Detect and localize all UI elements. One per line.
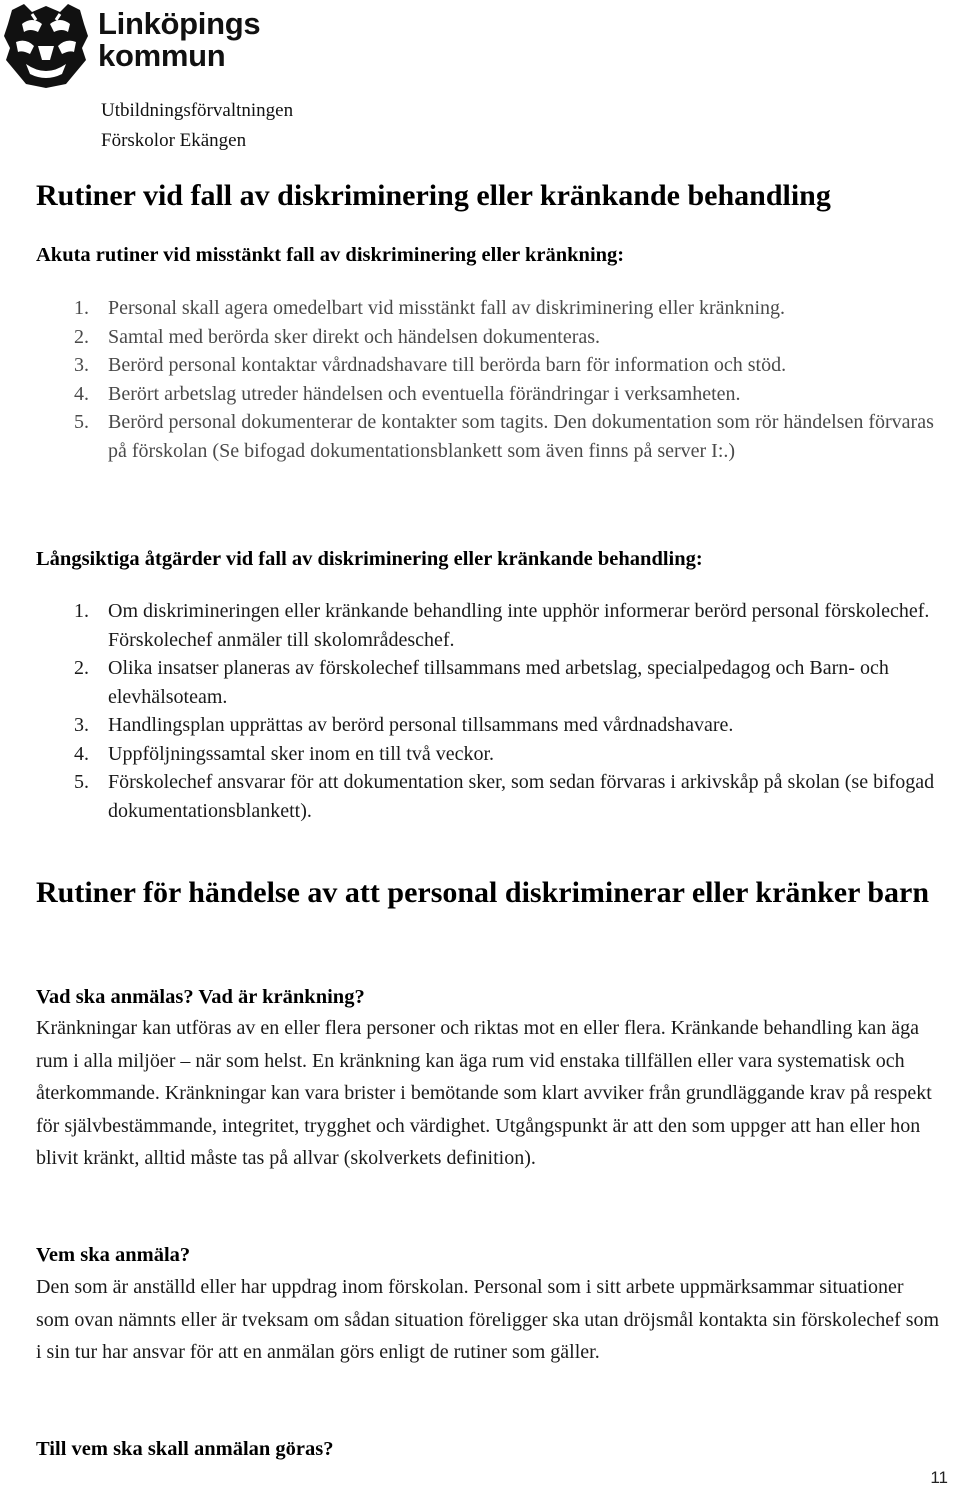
list-item: 4. Berört arbetslag utreder händelsen och eventuella förändringar i verksamheten. xyxy=(74,382,741,405)
list-item: 4. Uppföljningssamtal sker inom en till två veckor. xyxy=(74,742,495,765)
question-who-text: Den som är anställd eller har uppdrag inom förskolan. Personal som i sitt arbete uppmärksammar situationer som ovan nämnts eller är tveksam om sådan situation föreligger ska utan dröjsmål kontakta sin förskolechef som i sin tur har ansvar för att en anmälan görs enligt de rutiner som gäller. xyxy=(36,1276,940,1363)
acute-routines-list xyxy=(36,294,941,465)
acute-routines-heading: Akuta rutiner vid misstänkt fall av diskriminering eller kränkning: xyxy=(36,244,625,266)
list-item: 3. Handlingsplan upprättas av berörd personal tillsammans med vårdnadshavare. xyxy=(74,714,734,736)
question-who-heading: Vem ska anmäla? xyxy=(36,1244,191,1266)
org-department: Utbildningsförvaltningen xyxy=(101,100,294,121)
question-what-heading: Vad ska anmälas? Vad är kränkning? xyxy=(36,986,365,1008)
lion-head-icon xyxy=(2,2,90,88)
logo-line-1: Linköpings xyxy=(98,6,261,41)
organization-block xyxy=(101,96,293,156)
logo-wordmark xyxy=(98,8,260,72)
list-item: 1. Personal skall agera omedelbart vid misstänkt fall av diskriminering eller kränkning. xyxy=(74,297,786,319)
list-item: 5. Berörd personal dokumenterar de kontakter som tagits. Den dokumentation som rör händelsen förvaras på förskolan (Se bifogad dokumentationsblankett som även finns på server I:.) xyxy=(74,411,934,462)
section2-title: Rutiner för händelse av att personal diskriminerar eller kränker barn xyxy=(36,876,930,909)
list-item: 2. Samtal med berörda sker direkt och händelsen dokumenteras. xyxy=(74,325,601,348)
section1-title: Rutiner vid fall av diskriminering eller kränkande behandling xyxy=(36,179,831,212)
list-item: 2. Olika insatser planeras av förskolechef tillsammans med arbetslag, specialpedagog och Barn- och elevhälsoteam. xyxy=(74,657,889,708)
longterm-measures-list xyxy=(36,597,941,825)
municipality-logo xyxy=(0,0,300,90)
list-item: 3. Berörd personal kontaktar vårdnadshavare till berörda barn för information och stöd. xyxy=(74,354,787,376)
logo-line-2: kommun xyxy=(98,38,226,73)
list-item: 1. Om diskrimineringen eller kränkande behandling inte upphör informerar berörd personal förskolechef. Förskolechef anmäler till skolområdeschef. xyxy=(74,600,930,651)
longterm-measures-heading: Långsiktiga åtgärder vid fall av diskriminering eller kränkande behandling: xyxy=(36,548,703,570)
list-item: 5. Förskolechef ansvarar för att dokumentation sker, som sedan förvaras i arkivskåp på skolan (se bifogad dokumentationsblankett). xyxy=(74,771,935,822)
page-number: 11 xyxy=(930,1468,948,1487)
question-what-text: Kränkningar kan utföras av en eller flera personer och riktas mot en eller flera. Kränkande behandling kan äga rum i alla miljöer – när som helst. En kränkning kan äga rum vid enstaka tillfällen eller vara systematisk och återkommande. Kränkningar kan vara brister i bemötande som klart avviker från grundläggande krav på respekt för självbestämmande, integritet, trygghet och värdighet. Utgångspunkt är att den som uppger att han eller hon blivit kränkt, alltid måste tas på allvar (skolverkets definition). xyxy=(36,1017,932,1169)
org-unit: Förskolor Ekängen xyxy=(101,130,247,151)
question-to-whom-heading: Till vem ska skall anmälan göras? xyxy=(36,1438,334,1460)
